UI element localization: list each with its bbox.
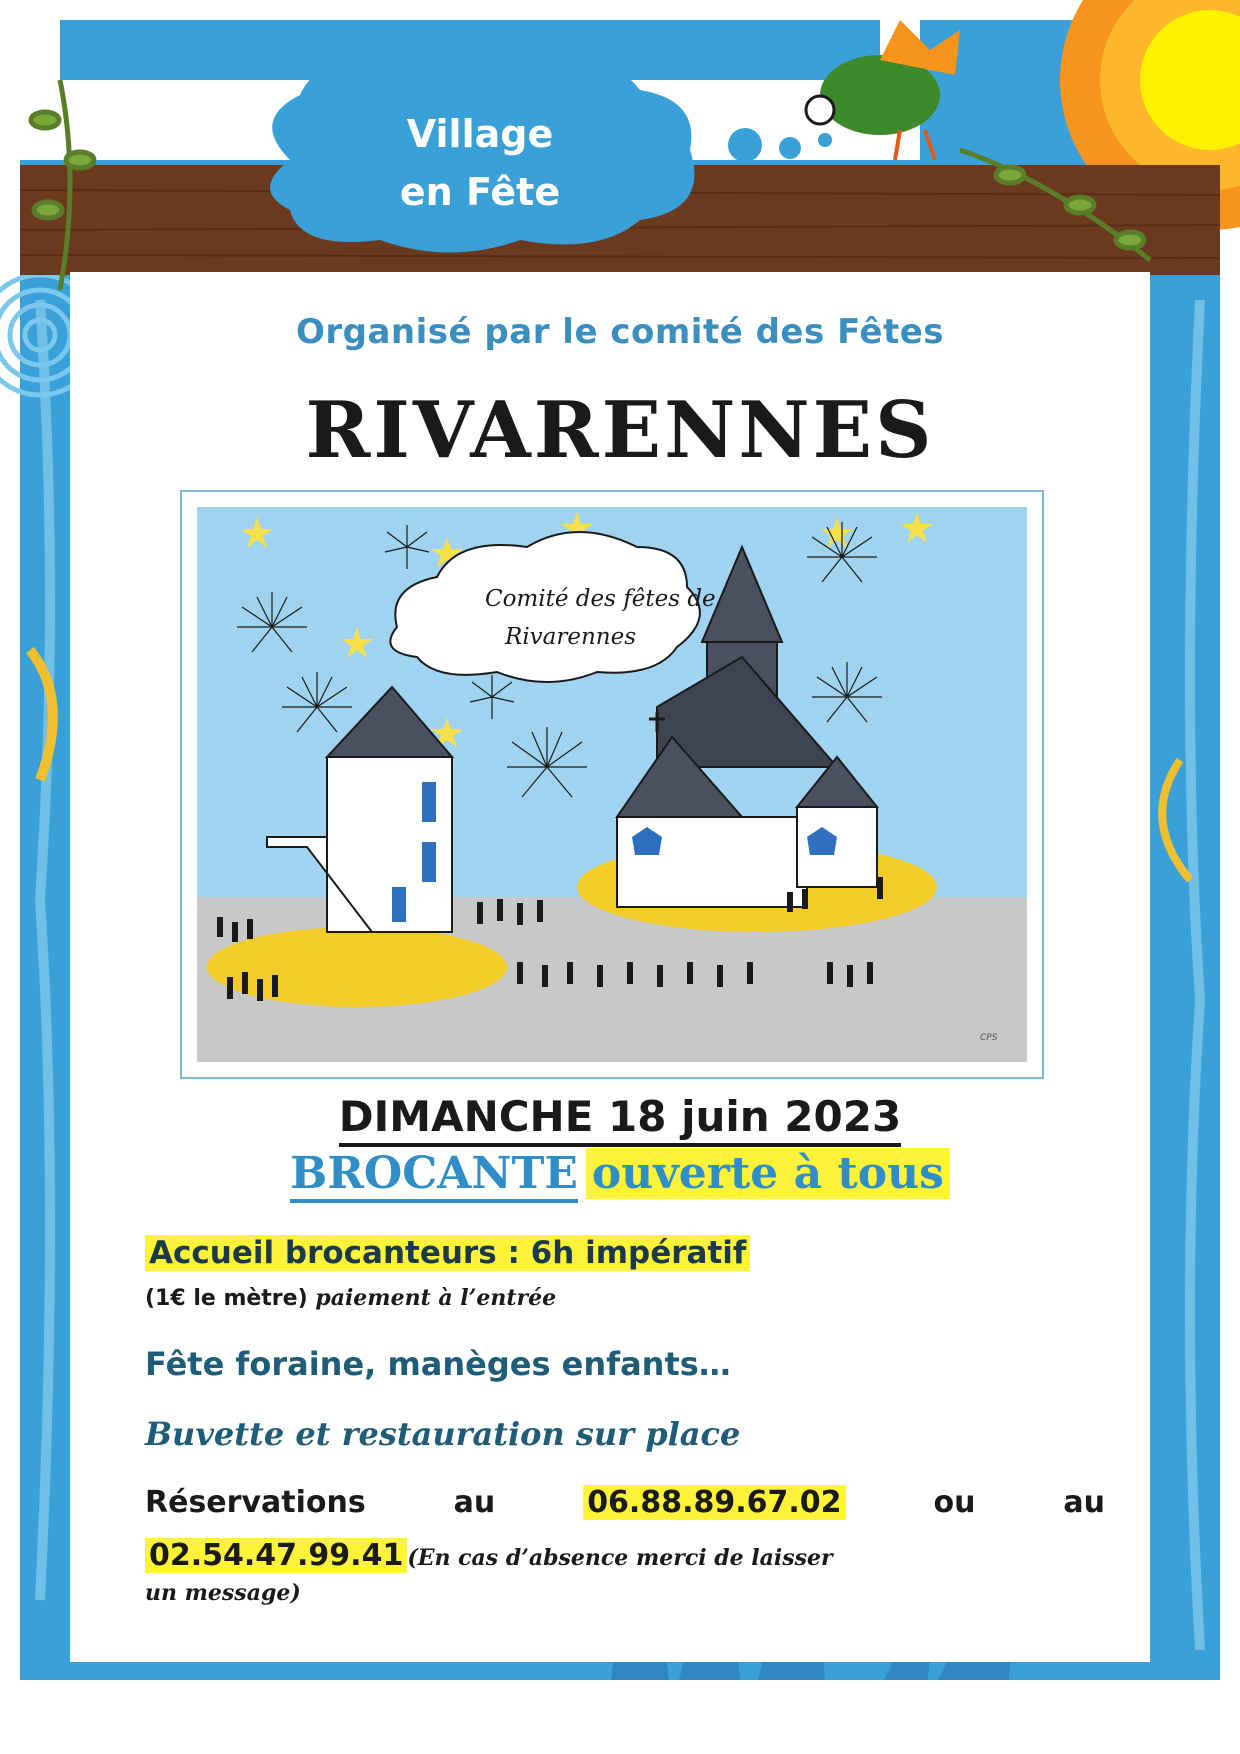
reservation-line-2: 02.54.47.99.41 (En cas d’absence merci de laisser [145,1538,1105,1573]
tarif-line: (1€ le mètre) paiement à l’entrée [145,1285,557,1311]
illustration-caption: Comité des fêtes de Rivarennes [485,586,716,650]
illustration-credit: CPS [980,1033,998,1043]
event-date: DIMANCHE 18 juin 2023 [0,1092,1240,1141]
illustration-frame [180,490,1044,1079]
buvette-line: Buvette et restauration sur place [145,1415,741,1453]
organiser-line: Organisé par le comité des Fêtes [295,312,945,352]
phone-1[interactable]: 06.88.89.67.02 [583,1485,845,1520]
accueil-line: Accueil brocanteurs : 6h impératif [145,1235,750,1271]
brocante-line [0,1148,1240,1199]
fete-line: Fête foraine, manèges enfants… [145,1345,731,1383]
open-to-all: ouverte à tous [586,1148,950,1199]
town-title: RIVARENNES [305,385,935,476]
reservation-note: un message) [145,1580,301,1606]
brocante-label: BROCANTE [290,1148,578,1203]
header-title: Village en Fête [399,112,561,214]
phone-2[interactable]: 02.54.47.99.41 [145,1538,407,1573]
reservation-line: Réservations au 06.88.89.67.02 ou au [145,1485,1105,1520]
